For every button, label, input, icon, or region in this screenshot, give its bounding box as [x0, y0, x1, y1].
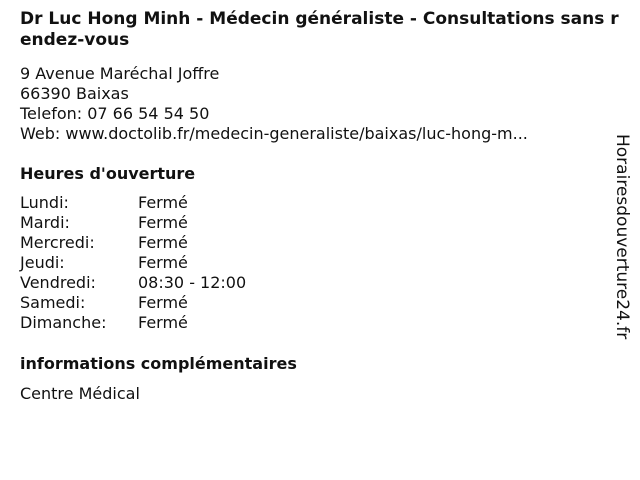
hours-row-friday — [20, 273, 246, 293]
hours-value: Fermé — [138, 233, 188, 252]
hours-value: Fermé — [138, 253, 188, 272]
page-title: Dr Luc Hong Minh - Médecin généraliste - Consultations sans rendez-vous — [20, 9, 619, 50]
extra-info-text: Centre Médical — [20, 384, 140, 403]
day-label: Dimanche: — [20, 313, 107, 332]
hours-value: Fermé — [138, 313, 188, 332]
day-label: Jeudi: — [20, 253, 65, 272]
website-link[interactable]: Web: www.doctolib.fr/medecin-generaliste/baixas/luc-hong-m... — [20, 124, 528, 143]
hours-row-thursday — [20, 253, 246, 273]
day-label: Mardi: — [20, 213, 70, 232]
address-block — [20, 64, 528, 144]
extra-info-heading: informations complémentaires — [20, 354, 297, 373]
day-label: Samedi: — [20, 293, 86, 312]
hours-value: 08:30 - 12:00 — [138, 273, 247, 292]
hours-value: Fermé — [138, 193, 188, 212]
hours-row-saturday — [20, 293, 246, 313]
hours-heading: Heures d'ouverture — [20, 164, 196, 183]
city-postal: 66390 Baixas — [20, 84, 129, 103]
opening-hours-table — [20, 193, 246, 333]
hours-row-tuesday — [20, 213, 246, 233]
street-address: 9 Avenue Maréchal Joffre — [20, 64, 220, 83]
hours-row-wednesday — [20, 233, 246, 253]
day-label: Mercredi: — [20, 233, 95, 252]
hours-value: Fermé — [138, 213, 188, 232]
day-label: Vendredi: — [20, 273, 96, 292]
phone-number: Telefon: 07 66 54 54 50 — [20, 104, 210, 123]
day-label: Lundi: — [20, 193, 69, 212]
hours-row-sunday — [20, 313, 246, 333]
site-watermark: Horairesdouverture24.fr — [612, 134, 632, 340]
hours-value: Fermé — [138, 293, 188, 312]
hours-row-monday — [20, 193, 246, 213]
